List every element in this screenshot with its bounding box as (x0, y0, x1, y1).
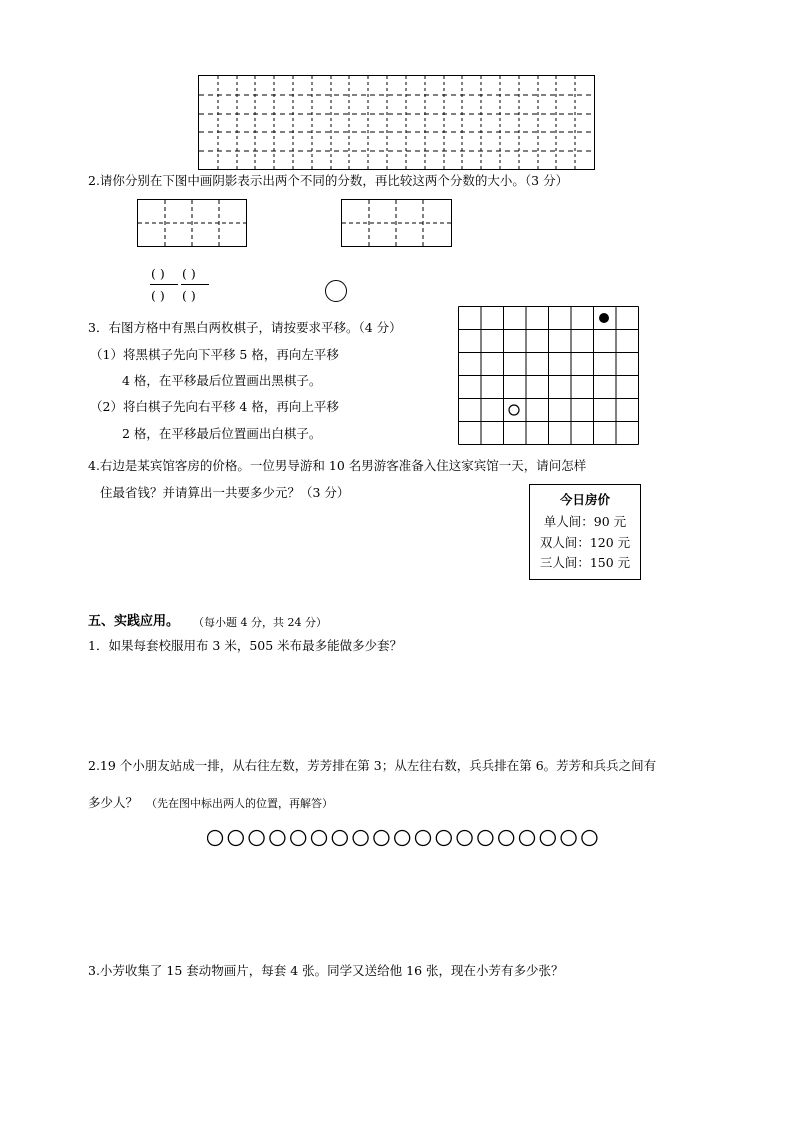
q3-title: 3．右图方格中有黑白两枚棋子，请按要求平移。（4 分） (88, 320, 402, 335)
child-circle[interactable] (291, 831, 306, 846)
section5-q1: 1．如果每套校服用布 3 米，505 米布最多能做多少套？ (88, 638, 403, 653)
fraction-rect-right (341, 199, 452, 247)
fraction-2-denominator[interactable]: ( ) (182, 288, 196, 303)
black-chess-piece (599, 313, 609, 323)
chess-grid-svg (458, 306, 640, 448)
top-dashed-grid (198, 75, 595, 170)
fraction-2-numerator[interactable]: ( ) (182, 266, 196, 281)
section5-heading: 五、实践应用。 (88, 614, 180, 629)
section5-q2-note: （先在图中标出两人的位置，再解答） (146, 797, 333, 810)
child-circle[interactable] (520, 831, 535, 846)
top-dashed-grid-lines (199, 76, 594, 169)
white-chess-piece (509, 405, 519, 415)
child-circle[interactable] (561, 831, 576, 846)
child-circle[interactable] (436, 831, 451, 846)
child-circle[interactable] (478, 831, 493, 846)
children-circles-svg (207, 828, 607, 848)
child-circle[interactable] (312, 831, 327, 846)
q3-part1-line1: （1）将黑棋子先向下平移 5 格，再向左平移 (90, 347, 339, 362)
children-circles-row (207, 828, 607, 848)
child-circle[interactable] (395, 831, 410, 846)
q3-part2-line1: （2）将白棋子先向右平移 4 格，再向上平移 (90, 399, 339, 414)
section5-q2-line1: 2.19 个小朋友站成一排，从右往左数，芳芳排在第 3；从左往右数，兵兵排在第 6。芳芳和兵兵之间有 (88, 758, 657, 773)
fraction-rect-left (137, 199, 247, 247)
price-triple: 三人间：150 元 (539, 555, 631, 570)
fraction-1-denominator[interactable]: ( ) (151, 288, 165, 303)
q3-part2-line2: 2 格，在平移最后位置画出白棋子。 (122, 426, 322, 441)
fraction-rect-left-lines (138, 200, 246, 246)
child-circle[interactable] (270, 831, 285, 846)
section5-q2-line2: 多少人？ (88, 795, 139, 810)
section5-q3: 3.小芳收集了 15 套动物画片，每套 4 张。同学又送给他 16 张，现在小芳有多少张？ (88, 963, 564, 978)
price-double: 双人间：120 元 (539, 535, 631, 550)
q4-line1: 4.右边是某宾馆客房的价格。一位男导游和 10 名男游客准备入住这家宾馆一天，请问怎样 (88, 458, 587, 473)
price-table (529, 484, 641, 580)
child-circle[interactable] (416, 831, 431, 846)
child-circle[interactable] (208, 831, 223, 846)
child-circle[interactable] (582, 831, 597, 846)
price-table-title: 今日房价 (559, 492, 610, 507)
child-circle[interactable] (228, 831, 243, 846)
fraction-1-bar (150, 284, 178, 285)
price-single: 单人间：90 元 (543, 514, 627, 529)
child-circle[interactable] (457, 831, 472, 846)
child-circle[interactable] (353, 831, 368, 846)
child-circle[interactable] (499, 831, 514, 846)
chess-grid (458, 306, 640, 448)
fraction-2-bar (181, 284, 209, 285)
q3-part1-line2: 4 格，在平移最后位置画出黑棋子。 (122, 373, 322, 388)
child-circle[interactable] (540, 831, 555, 846)
child-circle[interactable] (332, 831, 347, 846)
child-circle[interactable] (374, 831, 389, 846)
section5-note: （每小题 4 分，共 24 分） (193, 616, 327, 629)
fraction-1-numerator[interactable]: ( ) (151, 266, 165, 281)
fraction-rect-right-lines (342, 200, 451, 246)
q4-line2: 住最省钱？并请算出一共要多少元？（3 分） (100, 485, 350, 500)
child-circle[interactable] (249, 831, 264, 846)
compare-circle[interactable] (325, 280, 347, 302)
q2-text: 2.请你分别在下图中画阴影表示出两个不同的分数，再比较这两个分数的大小。（3 分） (88, 173, 569, 188)
